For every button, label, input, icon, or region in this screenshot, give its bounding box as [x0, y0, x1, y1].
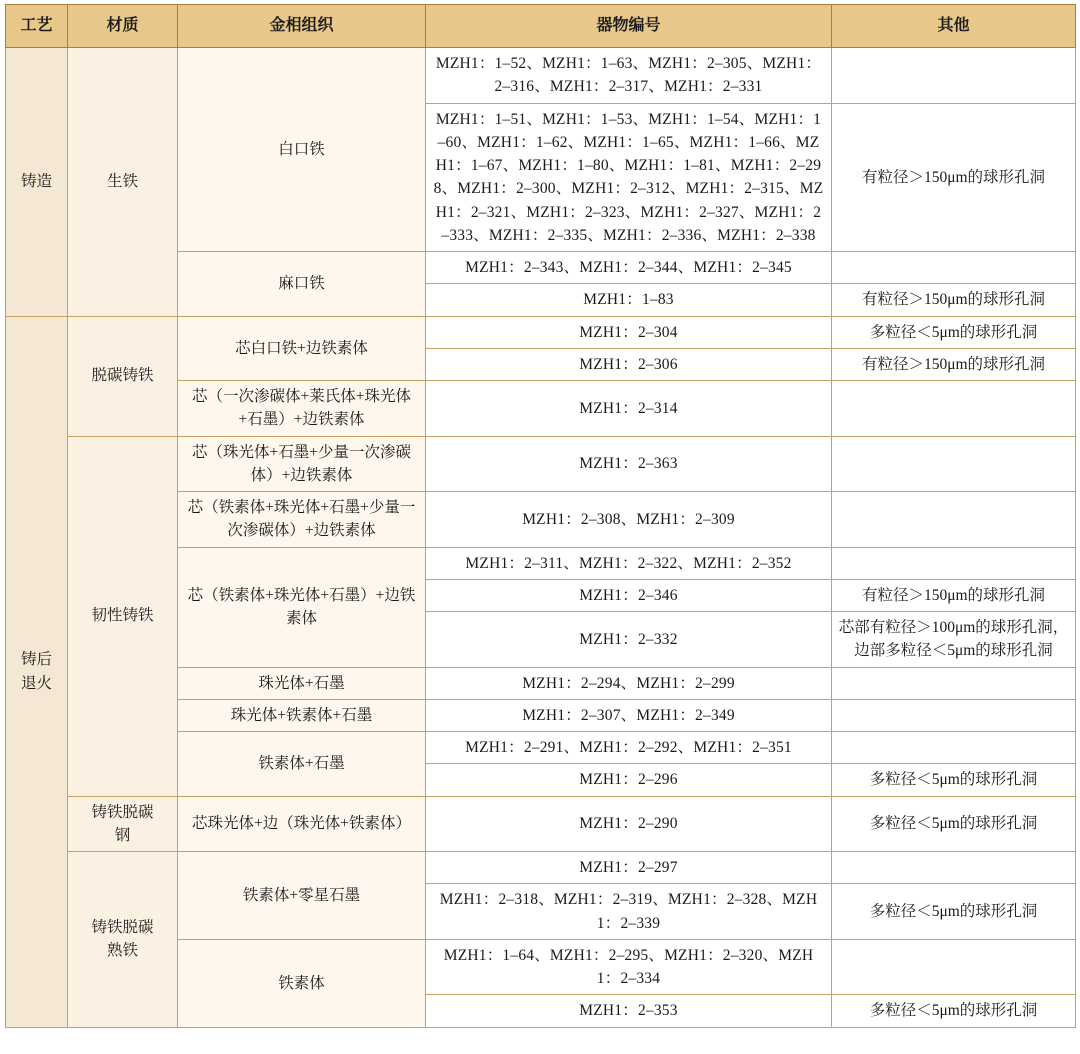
cell-structure: 芯（珠光体+石墨+少量一次渗碳体）+边铁素体: [178, 436, 426, 492]
cell-other: [832, 667, 1076, 699]
cell-object-id: MZH1：1–64、MZH1：2–295、MZH1：2–320、MZH1：2–334: [426, 939, 832, 995]
cell-structure: 铁素体+石墨: [178, 732, 426, 797]
cell-object-id: MZH1：2–307、MZH1：2–349: [426, 699, 832, 731]
table-row: [6, 796, 1076, 852]
cell-object-id: MZH1：2–297: [426, 852, 832, 884]
cell-process: 铸后 退火: [6, 316, 68, 1027]
cell-object-id: MZH1：2–363: [426, 436, 832, 492]
cell-other: [832, 939, 1076, 995]
cell-other: 有粒径＞150μm的球形孔洞: [832, 103, 1076, 252]
cell-object-id: MZH1：2–346: [426, 579, 832, 611]
table-row: [6, 316, 1076, 348]
table-body: [6, 48, 1076, 1028]
cell-other: [832, 48, 1076, 104]
cell-object-id: MZH1：2–343、MZH1：2–344、MZH1：2–345: [426, 252, 832, 284]
cell-object-id: MZH1：1–51、MZH1：1–53、MZH1：1–54、MZH1：1–60、MZH1：1–62、MZH1：1–65、MZH1：1–66、MZH1：1–67、MZH1：1–80、MZH1：1–81、MZH1：2–298、MZH1：2–300、MZH1：2–312、MZH1：2–315、MZH1：2–321、MZH1：2–323、MZH1：2–327、MZH1：2–333、MZH1：2–335、MZH1：2–336、MZH1：2–338: [426, 103, 832, 252]
cell-other: [832, 492, 1076, 548]
cell-structure: 珠光体+石墨: [178, 667, 426, 699]
cell-object-id: MZH1：2–314: [426, 381, 832, 437]
cell-other: 多粒径＜5μm的球形孔洞: [832, 764, 1076, 796]
cell-object-id: MZH1：1–83: [426, 284, 832, 316]
metallographic-table: [5, 4, 1076, 1028]
column-header-other: 其他: [832, 5, 1076, 48]
cell-other: 多粒径＜5μm的球形孔洞: [832, 995, 1076, 1027]
cell-structure: 铁素体: [178, 939, 426, 1027]
cell-other: 多粒径＜5μm的球形孔洞: [832, 884, 1076, 940]
cell-object-id: MZH1：2–296: [426, 764, 832, 796]
cell-material: 铸铁脱碳 熟铁: [68, 852, 178, 1028]
cell-structure: 白口铁: [178, 48, 426, 252]
table-row: [6, 48, 1076, 104]
cell-other: 多粒径＜5μm的球形孔洞: [832, 796, 1076, 852]
cell-object-id: MZH1：2–291、MZH1：2–292、MZH1：2–351: [426, 732, 832, 764]
column-header-material: 材质: [68, 5, 178, 48]
cell-object-id: MZH1：2–294、MZH1：2–299: [426, 667, 832, 699]
cell-object-id: MZH1：2–353: [426, 995, 832, 1027]
cell-other: [832, 436, 1076, 492]
table-row: [6, 436, 1076, 492]
cell-other: [832, 732, 1076, 764]
column-header-object-id: 器物编号: [426, 5, 832, 48]
table-row: [6, 852, 1076, 884]
cell-object-id: MZH1：2–304: [426, 316, 832, 348]
cell-other: [832, 699, 1076, 731]
cell-object-id: MZH1：2–306: [426, 348, 832, 380]
cell-structure: 芯（铁素体+珠光体+石墨）+边铁素体: [178, 547, 426, 667]
cell-structure: 芯（一次渗碳体+莱氏体+珠光体+石墨）+边铁素体: [178, 381, 426, 437]
column-header-process: 工艺: [6, 5, 68, 48]
cell-other: 多粒径＜5μm的球形孔洞: [832, 316, 1076, 348]
cell-other: 有粒径＞150μm的球形孔洞: [832, 284, 1076, 316]
table-header: [6, 5, 1076, 48]
cell-material: 生铁: [68, 48, 178, 317]
column-header-structure: 金相组织: [178, 5, 426, 48]
cell-structure: 珠光体+铁素体+石墨: [178, 699, 426, 731]
cell-material: 韧性铸铁: [68, 436, 178, 796]
cell-other: 有粒径＞150μm的球形孔洞: [832, 348, 1076, 380]
cell-other: [832, 852, 1076, 884]
cell-other: [832, 547, 1076, 579]
cell-object-id: MZH1：2–318、MZH1：2–319、MZH1：2–328、MZH1：2–339: [426, 884, 832, 940]
cell-object-id: MZH1：2–332: [426, 612, 832, 668]
cell-material: 脱碳铸铁: [68, 316, 178, 436]
cell-object-id: MZH1：2–290: [426, 796, 832, 852]
cell-other: [832, 381, 1076, 437]
table-header-row: [6, 5, 1076, 48]
cell-object-id: MZH1：2–311、MZH1：2–322、MZH1：2–352: [426, 547, 832, 579]
cell-object-id: MZH1：1–52、MZH1：1–63、MZH1：2–305、MZH1：2–316、MZH1：2–317、MZH1：2–331: [426, 48, 832, 104]
cell-other: [832, 252, 1076, 284]
cell-other: 有粒径＞150μm的球形孔洞: [832, 579, 1076, 611]
cell-material: 铸铁脱碳 钢: [68, 796, 178, 852]
cell-structure: 铁素体+零星石墨: [178, 852, 426, 940]
cell-structure: 芯珠光体+边（珠光体+铁素体）: [178, 796, 426, 852]
cell-process: 铸造: [6, 48, 68, 317]
cell-other: 芯部有粒径＞100μm的球形孔洞，边部多粒径＜5μm的球形孔洞: [832, 612, 1076, 668]
cell-object-id: MZH1：2–308、MZH1：2–309: [426, 492, 832, 548]
cell-structure: 麻口铁: [178, 252, 426, 317]
cell-structure: 芯（铁素体+珠光体+石墨+少量一次渗碳体）+边铁素体: [178, 492, 426, 548]
cell-structure: 芯白口铁+边铁素体: [178, 316, 426, 381]
